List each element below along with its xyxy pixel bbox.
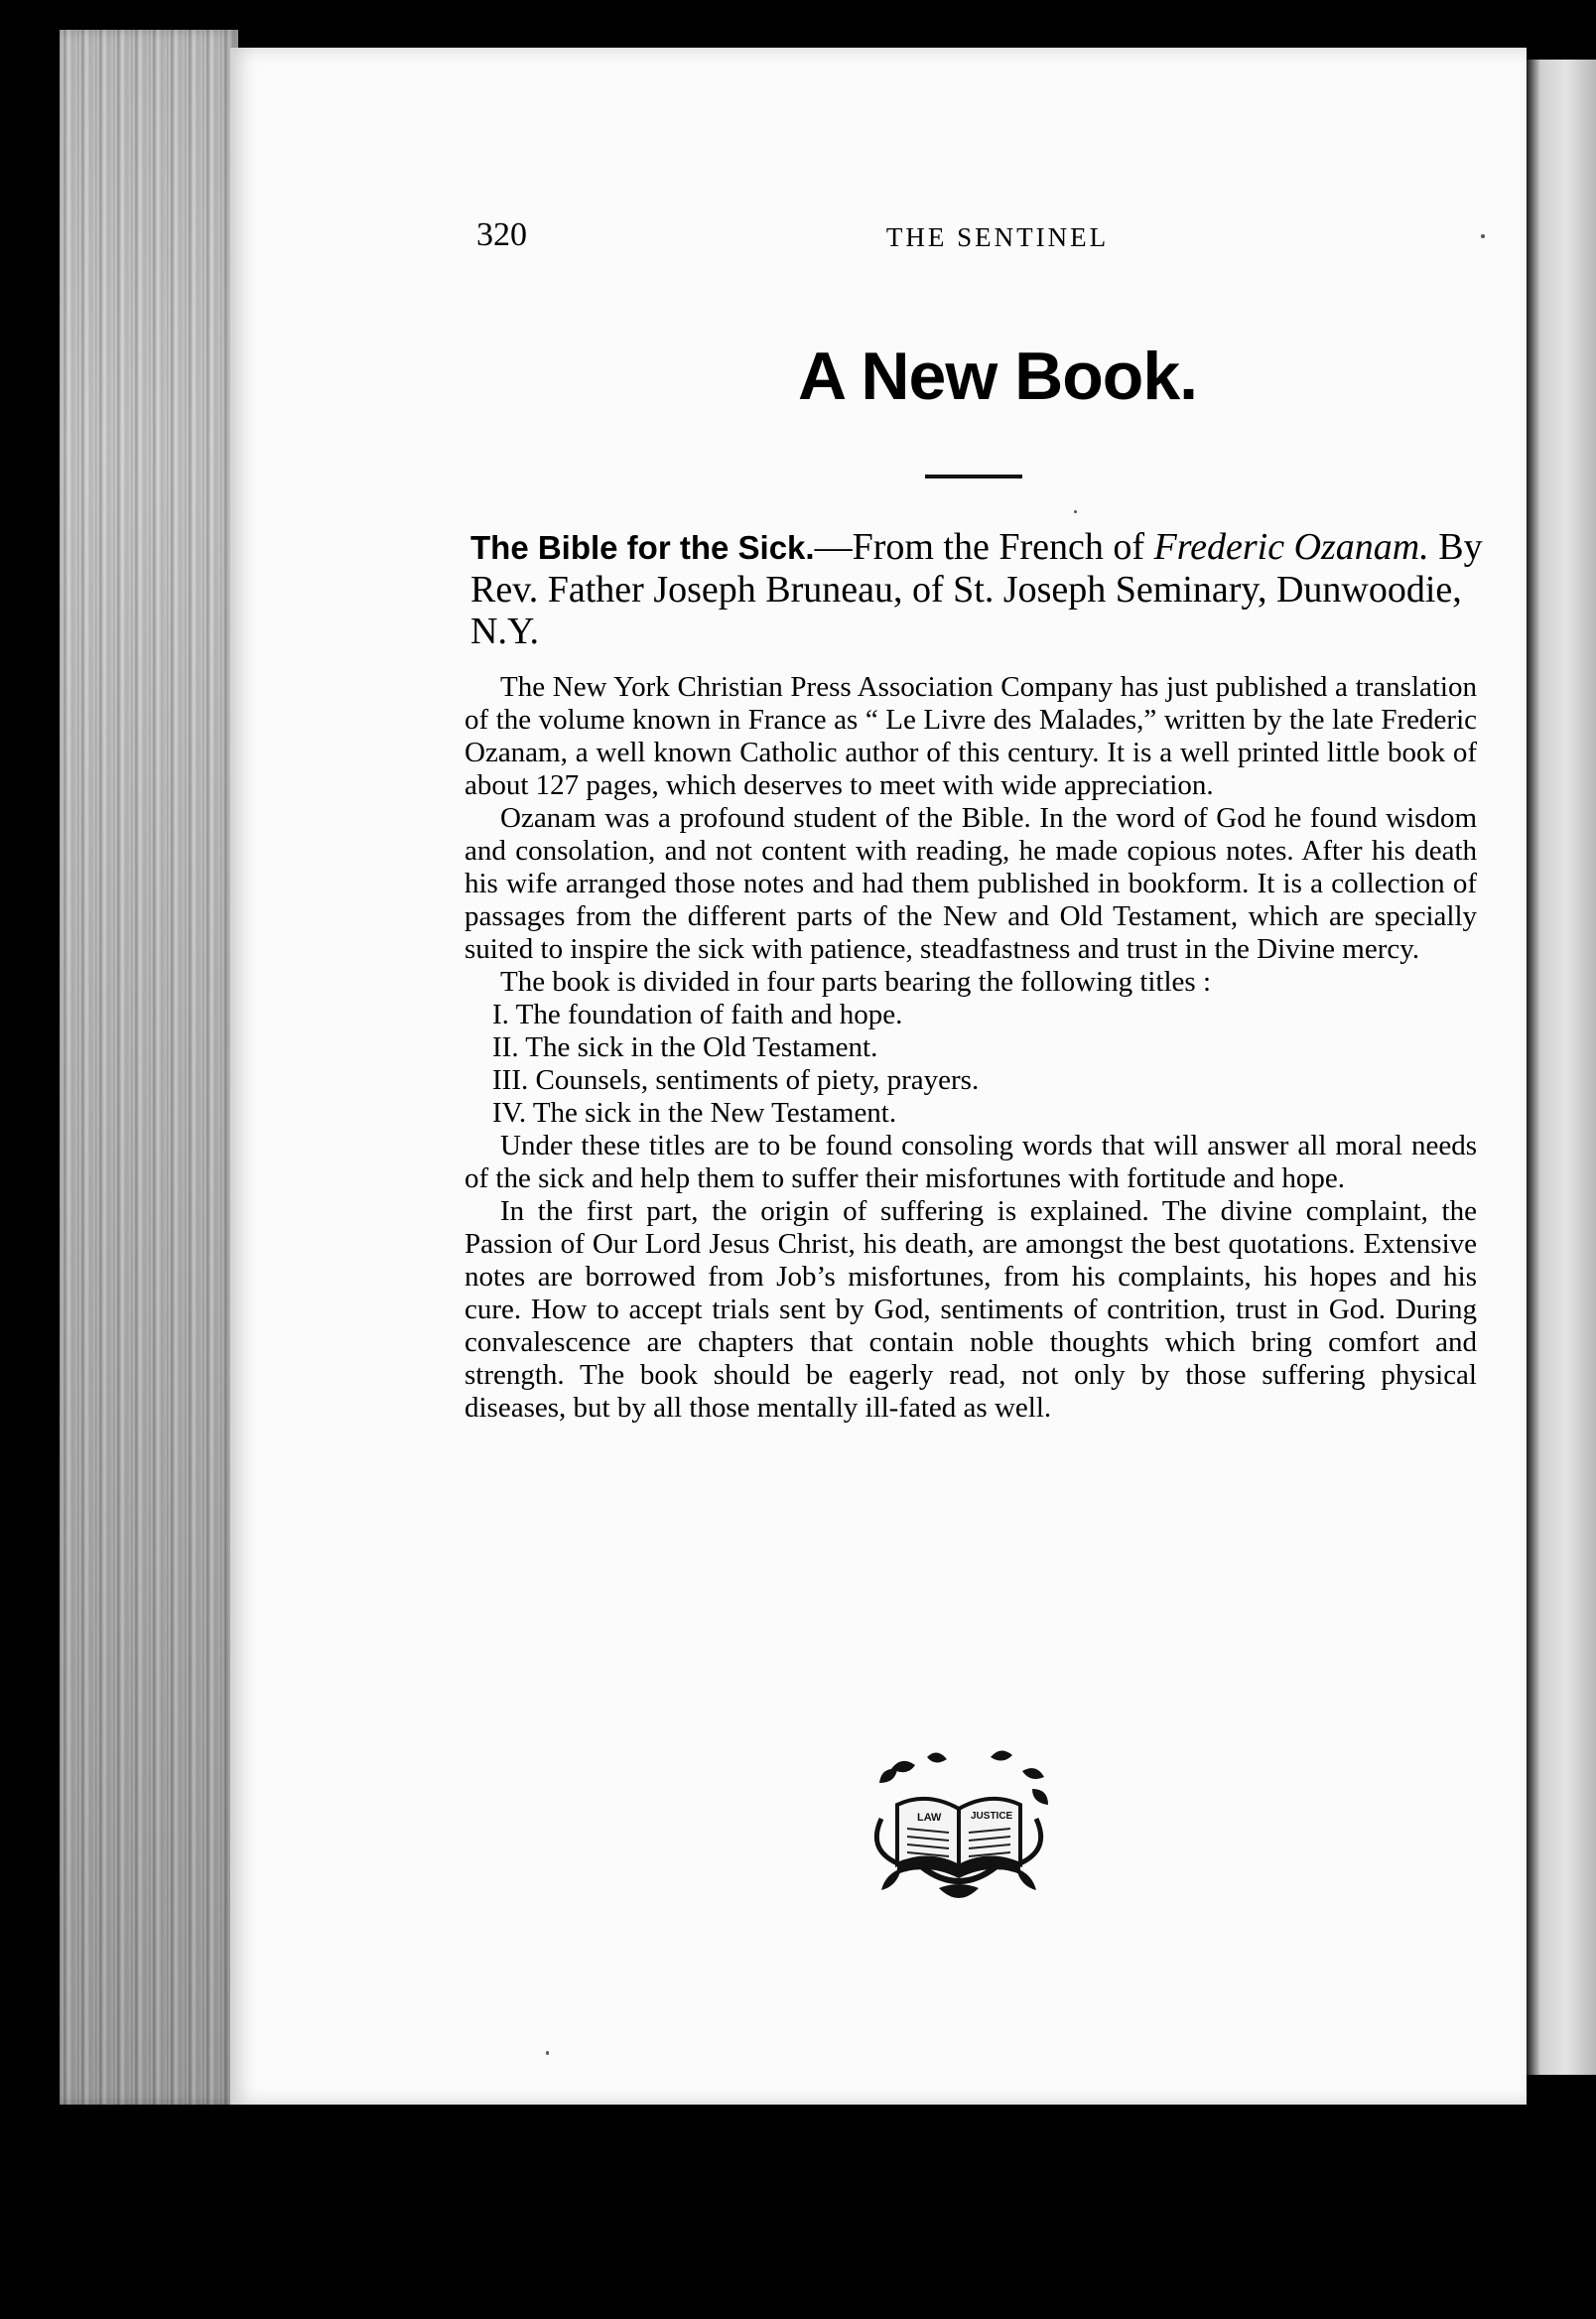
page-speck [1074,510,1077,513]
subhead-text-1: —From the French of [814,526,1154,568]
list-item: II. The sick in the Old Testament. [492,1031,878,1063]
ornament-left-page-text: LAW [917,1812,942,1824]
ornament-right-page-text: JUSTICE [971,1811,1013,1822]
title-rule [925,475,1022,478]
page-number: 320 [476,216,527,253]
page-speck [546,2051,549,2055]
page-speck [1481,234,1485,238]
publication-title: THE SENTINEL [885,222,1110,252]
paragraph: The New York Christian Press Association Company has just published a translation of the volume known in France as “ Le Livre des Malades,” written by the late Frederic Ozanam, a well known Catholic author of this century. It is a well printed little book of about 127 pages, which deserves to meet with wide appreciation. [465,671,1477,801]
paragraph: In the first part, the origin of suffering is explained. The divine complaint, the Passion of Our Lord Jesus Christ, his death, are amongst the best quotations. Extensive notes are borrowed from Job’s misfortunes, from his complaints, his hopes and his cure. How to accept trials sent by God, sentiments of contrition, trust in God. During convalescence are chapters that contain noble thoughts which bring comfort and strength. The book should be eagerly read, not only by those suffering physical diseases, but by all those mentally ill-fated as well. [465,1195,1477,1424]
author-name: Frederic Ozanam. [1153,526,1429,568]
book-title: The Bible for the Sick. [470,529,815,566]
paragraph: Under these titles are to be found consoling words that will answer all moral needs of the sick and help them to suffer their misfortunes with fortitude and hope. [465,1130,1477,1194]
paragraph: The book is divided in four parts bearing the following titles : [500,966,1212,998]
book-page-edges [60,30,238,2105]
subhead-text-2: By Rev. Father Joseph Bruneau, of St. Joseph Seminary, Dunwoodie, N.Y. [470,526,1483,652]
paragraph: Ozanam was a profound student of the Bible. In the word of God he found wisdom and consolation, and not content with reading, he made copious notes. After his death his wife arranged those notes and had them published in bookform. It is a collection of passages from the different parts of the New and Old Testament, which are specially suited to inspire the sick with patience, steadfastness and trust in the Divine mercy. [465,802,1477,965]
book-subheading [470,526,1483,652]
article-title: A New Book. [797,339,1198,414]
list-item: I. The foundation of faith and hope. [492,999,903,1030]
list-item: IV. The sick in the New Testament. [492,1097,897,1129]
adjacent-page-edge [1527,60,1596,2075]
article-body [465,671,1477,1425]
running-header [476,216,1519,256]
open-book-ornament-icon [862,1749,1056,1908]
parts-list [465,999,1477,1130]
list-item: III. Counsels, sentiments of piety, prayers. [492,1064,980,1096]
